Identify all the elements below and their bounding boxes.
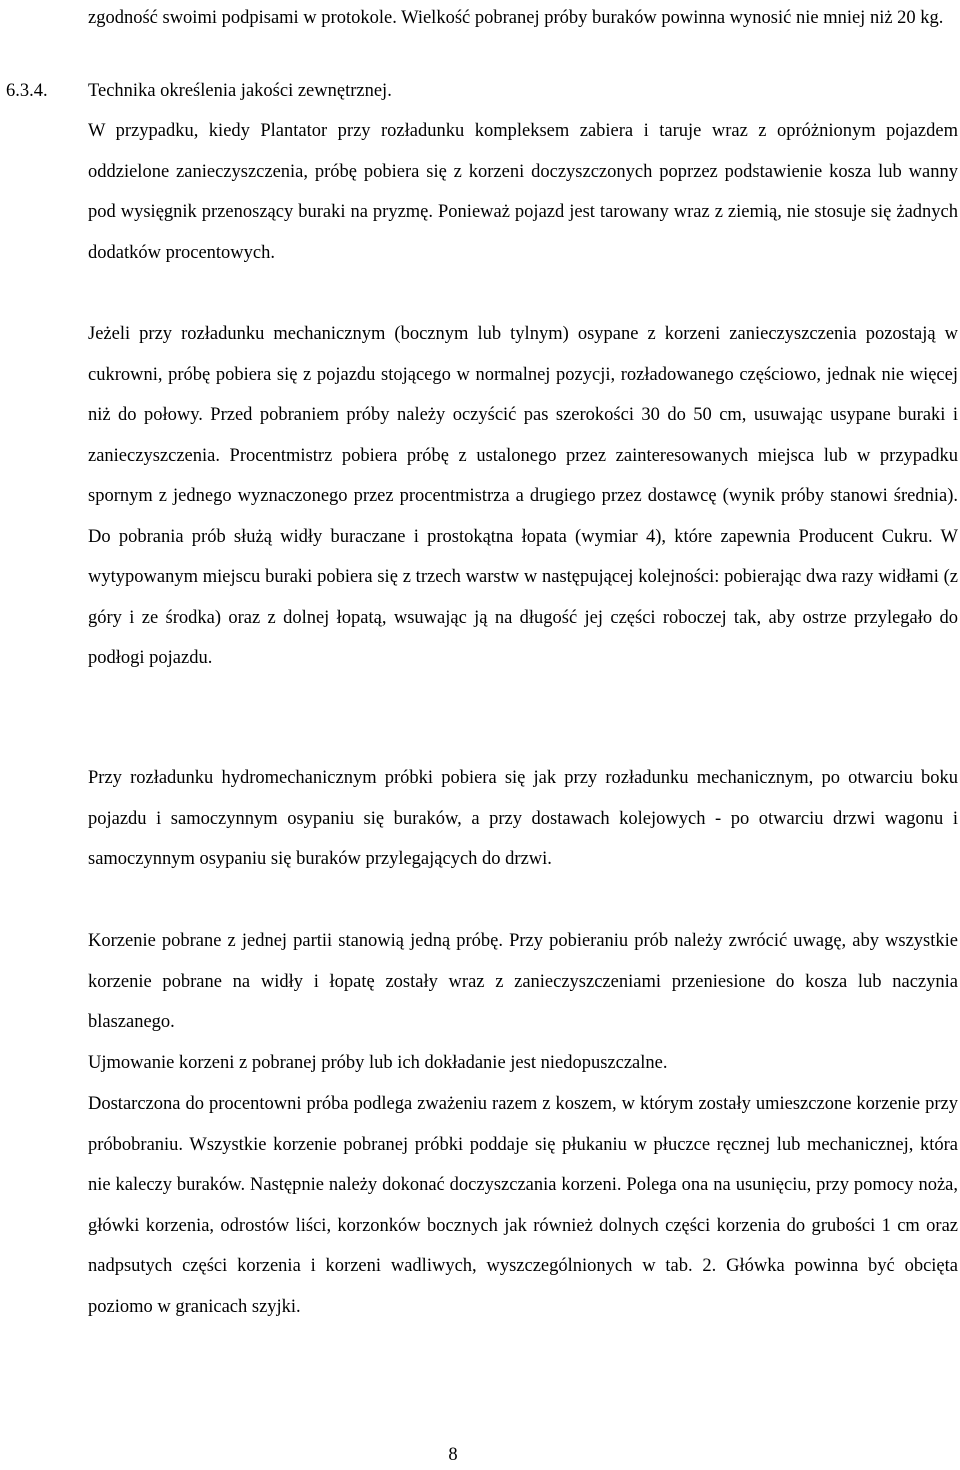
paragraph-4: Korzenie pobrane z jednej partii stanowią jedną próbę. Przy pobieraniu prób należy zwrócić uwagę, aby wszystkie korzenie pobrane na widły i łopatę zostały wraz z zanieczyszczeniami przeniesione do kosza lub naczynia blaszanego. [88,931,958,1032]
paragraph-2: Jeżeli przy rozładunku mechanicznym (bocznym lub tylnym) osypane z korzeni zanieczyszczenia pozostają w cukrowni, próbę pobiera się z pojazdu stojącego w normalnej pozycji, rozładowanego częściowo, jednak nie więcej niż do połowy. Przed pobraniem próby należy oczyścić pas szerokości 30 do 50 cm, usuwając usypane buraki i zanieczyszczenia. Procentmistrz pobiera próbę z ustalonego przez zainteresowanych miejsca lub w przypadku spornym z jednego wyznaczonego przez procentmistrza a drugiego przez dostawcę (wynik próby stanowi średnia). Do pobrania prób służą widły buraczane i prostokątna łopata (wymiar 4), które zapewnia Producent Cukru. W wytypowanym miejscu buraki pobiera się z trzech warstw w następującej kolejności: pobierając dwa razy widłami (z góry i ze środka) oraz z dolnej łopatą, wsuwając ją na długość jej części roboczej tak, aby ostrze przylegało do podłogi pojazdu. [88,324,958,668]
paragraph-5: Ujmowanie korzeni z pobranej próby lub ich dokładanie jest niedopuszczalne. [88,1053,668,1073]
section-heading [6,71,906,112]
paragraph-1: W przypadku, kiedy Plantator przy rozładunku kompleksem zabiera i taruje wraz z opróżnionym pojazdem oddzielone zanieczyszczenia, próbę pobiera się z korzeni doczyszczonych poprzez podstawienie kosza lub wanny pod wysięgnik przenoszący buraki na pryzmę. Ponieważ pojazd jest tarowany wraz z ziemią, nie stosuje się żadnych dodatków procentowych. [88,121,958,263]
intro-paragraph: zgodność swoimi podpisami w protokole. Wielkość pobranej próby buraków powinna wynosić nie mniej niż 20 kg. [88,8,944,28]
section-number: 6.3.4. [6,81,48,101]
paragraph-6: Dostarczona do procentowni próba podlega zważeniu razem z koszem, w którym zostały umieszczone korzenie przy próbobraniu. Wszystkie korzenie pobranej próbki poddaje się płukaniu w płuczce ręcznej lub mechanicznej, która nie kaleczy buraków. Następnie należy dokonać doczyszczania korzeni. Polega ona na usunięciu, przy pomocy noża, główki korzenia, odrostów liści, korzonków bocznych jak również dolnych części korzenia do grubości 1 cm oraz nadpsutych części korzenia i korzeni wadliwych, wyszczególnionych w tab. 2. Główka powinna być obcięta poziomo w granicach szyjki. [88,1094,958,1317]
paragraph-3: Przy rozładunku hydromechanicznym próbki pobiera się jak przy rozładunku mechanicznym, po otwarciu boku pojazdu i samoczynnym osypaniu się buraków, a przy dostawach kolejowych - po otwarciu drzwi wagonu i samoczynnym osypaniu się buraków przylegających do drzwi. [88,768,958,869]
section-title: Technika określenia jakości zewnętrznej. [88,81,392,101]
page-number: 8 [448,1445,458,1465]
